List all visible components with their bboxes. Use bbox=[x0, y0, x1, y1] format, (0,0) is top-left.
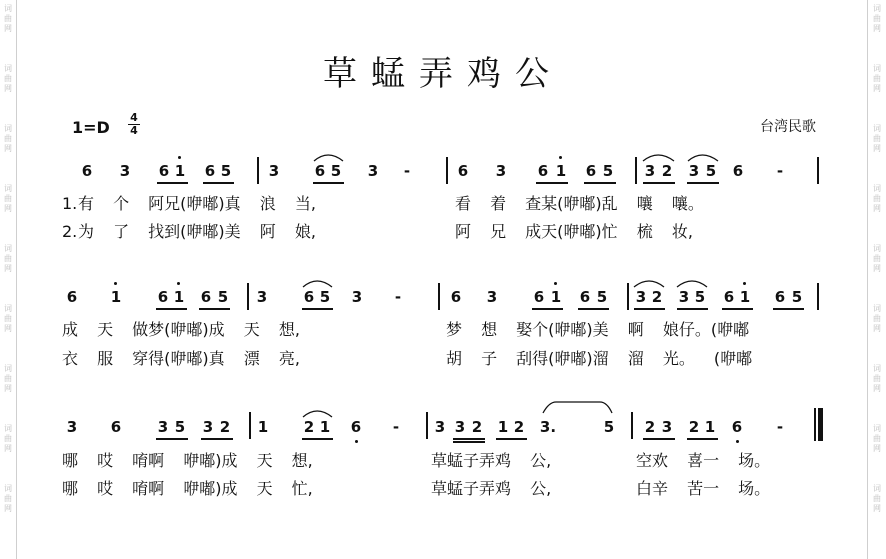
note: 6 bbox=[200, 288, 212, 306]
note: 6 bbox=[774, 288, 786, 306]
note: 3 bbox=[661, 418, 673, 436]
note: 6 bbox=[66, 288, 78, 306]
lyric-line: 有 个 阿兄(咿嘟)真 浪 当, bbox=[78, 194, 316, 213]
note: - bbox=[776, 162, 784, 180]
note: 3 bbox=[157, 418, 169, 436]
watermark-text: 词 曲 网 bbox=[4, 364, 12, 393]
note: 6 bbox=[303, 288, 315, 306]
lyric-line: 哪 哎 唷啊 咿嘟)成 天 忙, bbox=[62, 479, 313, 498]
watermark-text: 词 曲 网 bbox=[873, 484, 881, 513]
watermark-text: 词 曲 网 bbox=[873, 244, 881, 273]
note: 6 bbox=[350, 418, 362, 436]
watermark-text: 词 曲 网 bbox=[4, 184, 12, 213]
slur bbox=[303, 411, 332, 417]
slur bbox=[314, 155, 343, 161]
note: 6 bbox=[585, 162, 597, 180]
note: 3 bbox=[66, 418, 78, 436]
note: 2 bbox=[661, 162, 673, 180]
watermark-text: 词 曲 网 bbox=[4, 484, 12, 513]
song-source: 台湾民歌 bbox=[760, 119, 816, 135]
note: 2 bbox=[219, 418, 231, 436]
note: 6 bbox=[732, 162, 744, 180]
note: 3 bbox=[351, 288, 363, 306]
note: 6 bbox=[204, 162, 216, 180]
note: 2 bbox=[651, 288, 663, 306]
lyric-line: 空欢 喜一 场。 bbox=[636, 451, 771, 470]
note: 6 bbox=[158, 162, 170, 180]
lyric-line: 胡 子 刮得(咿嘟)溜 溜 光。 (咿嘟 bbox=[446, 349, 753, 368]
note: 6 bbox=[723, 288, 735, 306]
watermark-text: 词 曲 网 bbox=[4, 4, 12, 33]
watermark-text: 词 曲 网 bbox=[4, 244, 12, 273]
note: 3 bbox=[688, 162, 700, 180]
note: 2 bbox=[688, 418, 700, 436]
note: 5 bbox=[220, 162, 232, 180]
watermark-text: 词 曲 网 bbox=[4, 124, 12, 153]
note: 5 bbox=[694, 288, 706, 306]
note: 6 bbox=[157, 288, 169, 306]
note: 1 bbox=[497, 418, 509, 436]
note: 6 bbox=[731, 418, 743, 436]
lyric-line: 为 了 找到(咿嘟)美 阿 娘, bbox=[78, 222, 316, 241]
lyric-line: 草蜢子弄鸡 公, bbox=[431, 479, 552, 498]
note: 1 bbox=[319, 418, 331, 436]
note: 1 bbox=[555, 162, 567, 180]
note: 1 bbox=[704, 418, 716, 436]
note: 6 bbox=[450, 288, 462, 306]
note: 1 bbox=[257, 418, 269, 436]
watermark-text: 词 曲 网 bbox=[873, 364, 881, 393]
slur bbox=[677, 281, 707, 287]
note: 3. bbox=[539, 418, 557, 436]
note: 3 bbox=[434, 418, 446, 436]
lyric-verse-number: 2. bbox=[62, 222, 78, 241]
note: 3 bbox=[454, 418, 466, 436]
watermark-text: 词 曲 网 bbox=[873, 184, 881, 213]
note: 6 bbox=[314, 162, 326, 180]
lyric-line: 白辛 苦一 场。 bbox=[636, 479, 771, 498]
note: 1 bbox=[174, 162, 186, 180]
note: 3 bbox=[367, 162, 379, 180]
note: 5 bbox=[319, 288, 331, 306]
note: 1 bbox=[739, 288, 751, 306]
note: 5 bbox=[791, 288, 803, 306]
time-signature-top: 4 bbox=[130, 111, 138, 124]
note: 5 bbox=[705, 162, 717, 180]
watermark-text: 词 曲 网 bbox=[873, 124, 881, 153]
lyric-line: 草蜢子弄鸡 公, bbox=[431, 451, 552, 470]
lyric-line: 衣 服 穿得(咿嘟)真 漂 亮, bbox=[62, 349, 300, 368]
note: 3 bbox=[635, 288, 647, 306]
note: - bbox=[392, 418, 400, 436]
lyric-line: 哪 哎 唷啊 咿嘟)成 天 想, bbox=[62, 451, 313, 470]
slur bbox=[643, 155, 674, 161]
note: 5 bbox=[217, 288, 229, 306]
tie bbox=[543, 402, 612, 413]
note: - bbox=[403, 162, 411, 180]
note: 2 bbox=[303, 418, 315, 436]
note: 3 bbox=[202, 418, 214, 436]
note: 6 bbox=[457, 162, 469, 180]
key-signature: 1=D bbox=[72, 118, 110, 137]
note: 5 bbox=[174, 418, 186, 436]
note: 5 bbox=[603, 418, 615, 436]
note: 6 bbox=[110, 418, 122, 436]
note: 1 bbox=[173, 288, 185, 306]
lyric-line: 看 着 查某(咿嘟)乱 嚷 嚷。 bbox=[455, 194, 704, 213]
note: 5 bbox=[596, 288, 608, 306]
lyric-line: 成 天 做梦(咿嘟)成 天 想, bbox=[62, 320, 300, 339]
note: 3 bbox=[486, 288, 498, 306]
note: 6 bbox=[579, 288, 591, 306]
note: 6 bbox=[533, 288, 545, 306]
note: 2 bbox=[513, 418, 525, 436]
note: 6 bbox=[537, 162, 549, 180]
note: 1 bbox=[550, 288, 562, 306]
lyric-line: 梦 想 娶个(咿嘟)美 啊 娘仔。(咿嘟 bbox=[446, 320, 750, 339]
song-title: 草蜢弄鸡公 bbox=[323, 54, 563, 94]
note: - bbox=[394, 288, 402, 306]
note: 3 bbox=[268, 162, 280, 180]
watermark-text: 词 曲 网 bbox=[873, 64, 881, 93]
note: 6 bbox=[81, 162, 93, 180]
note: 3 bbox=[119, 162, 131, 180]
lyric-line: 阿 兄 成天(咿嘟)忙 梳 妆, bbox=[455, 222, 693, 241]
note: 5 bbox=[330, 162, 342, 180]
watermark-text: 词 曲 网 bbox=[873, 4, 881, 33]
watermark-text: 词 曲 网 bbox=[873, 424, 881, 453]
note: 5 bbox=[602, 162, 614, 180]
watermark-text: 词 曲 网 bbox=[4, 304, 12, 333]
note: 1 bbox=[110, 288, 122, 306]
slur bbox=[634, 281, 664, 287]
note: 3 bbox=[644, 162, 656, 180]
note: 3 bbox=[678, 288, 690, 306]
lyric-verse-number: 1. bbox=[62, 194, 78, 213]
watermark-text: 词 曲 网 bbox=[873, 304, 881, 333]
note: 3 bbox=[495, 162, 507, 180]
slur bbox=[303, 281, 332, 287]
time-signature-bottom: 4 bbox=[128, 124, 140, 137]
slur bbox=[688, 155, 718, 161]
watermark-text: 词 曲 网 bbox=[4, 64, 12, 93]
watermark-text: 词 曲 网 bbox=[4, 424, 12, 453]
note: - bbox=[776, 418, 784, 436]
note: 2 bbox=[644, 418, 656, 436]
note: 2 bbox=[471, 418, 483, 436]
note: 3 bbox=[256, 288, 268, 306]
